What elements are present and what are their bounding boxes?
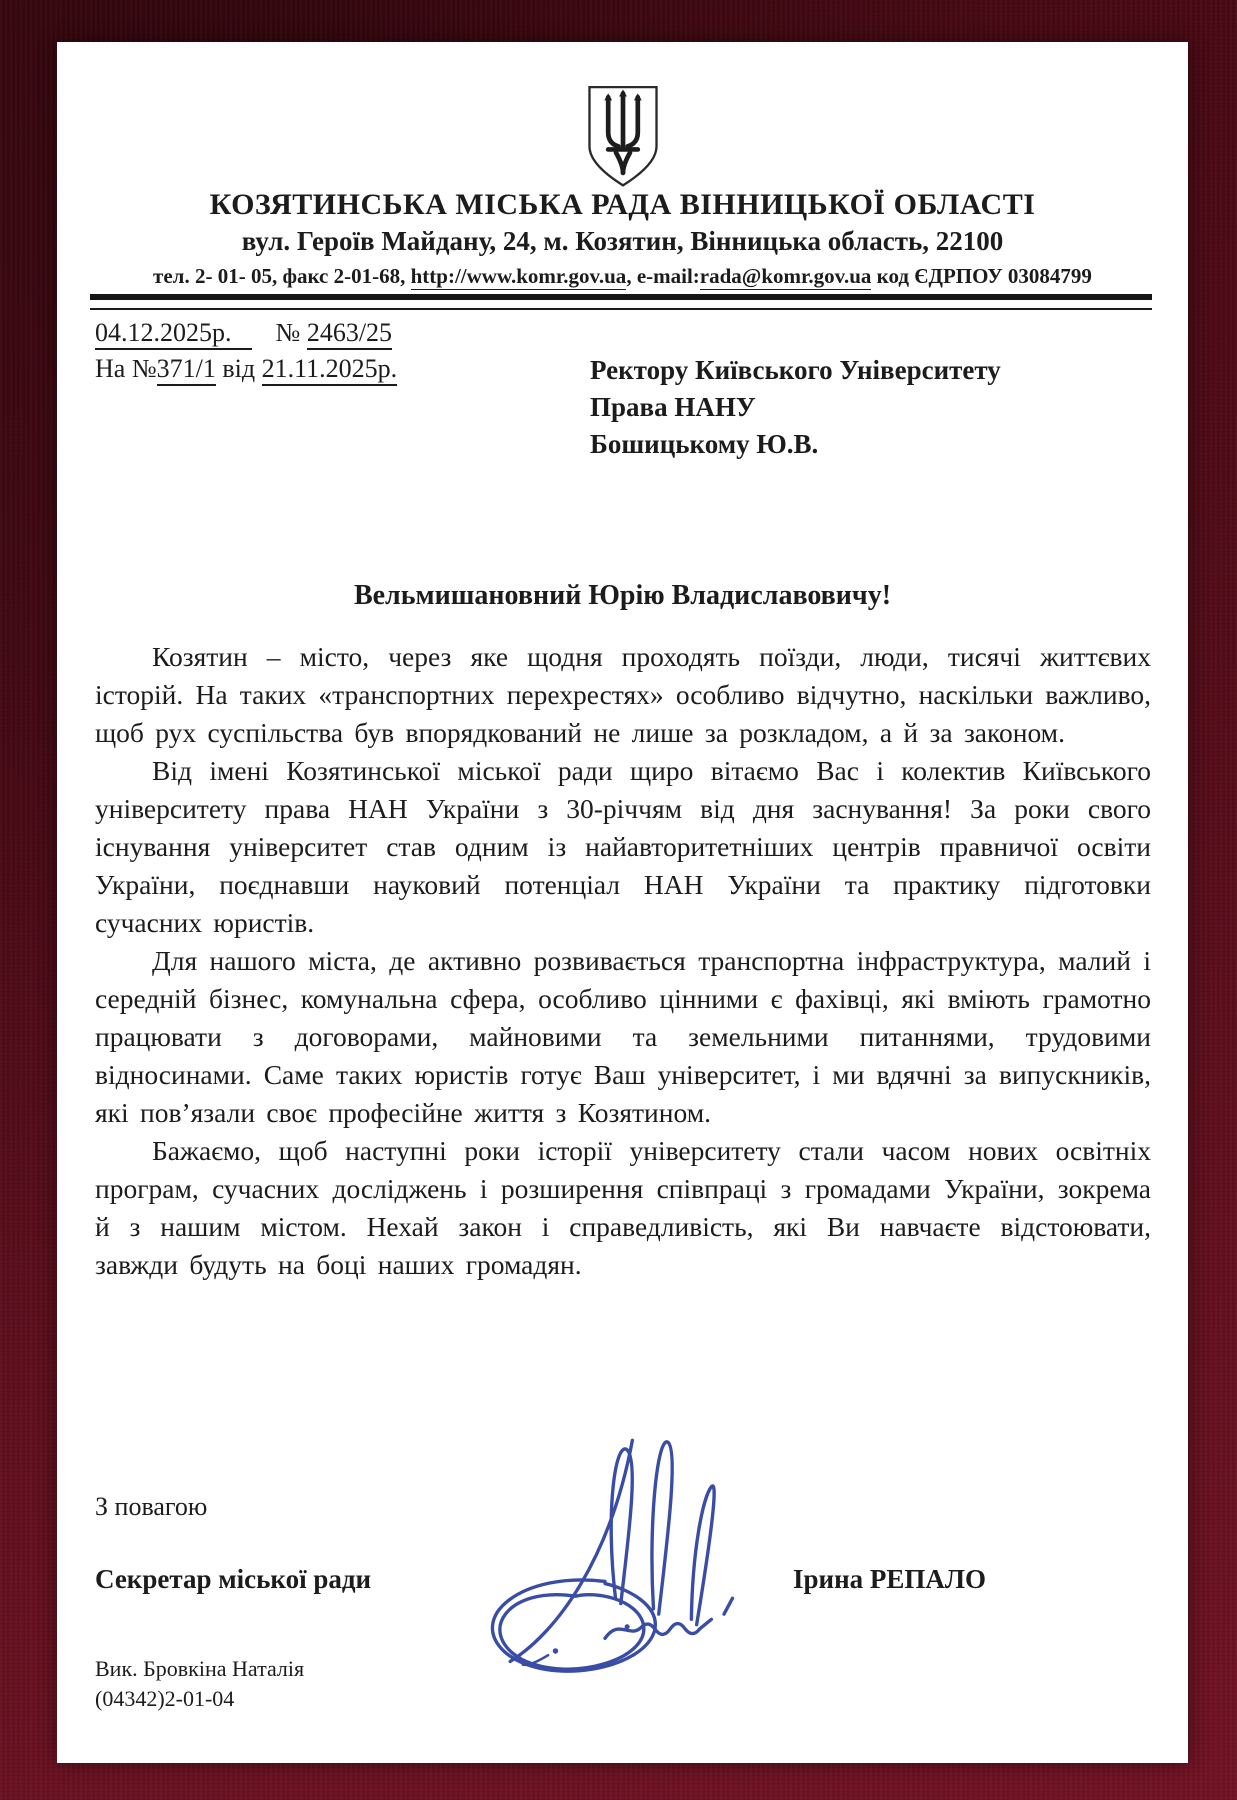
letter-body (95, 638, 1151, 1284)
executor-block (95, 1654, 304, 1714)
contact-phones: тел. 2- 01- 05, факс 2-01-68, (153, 264, 411, 288)
signer-name: Ірина РЕПАЛО (793, 1564, 987, 1594)
recipient-line-1: Ректору Київського Університету (590, 355, 1001, 385)
header-divider-thick (90, 294, 1152, 300)
paragraph-4: Бажаємо, щоб наступні роки історії університету стали часом нових освітніх програм, сучасних досліджень і розширення співпраці з громадами України, зокрема й з нашим містом. Нехай закон і справедливість, які Ви навчаєте відстоювати, завжди будуть на боці наших громадян. (95, 1135, 1151, 1280)
incoming-number: 371/1 (157, 354, 216, 386)
closing-phrase: З повагою (95, 1492, 208, 1521)
outgoing-number: 2463/25 (307, 318, 392, 350)
org-name: КОЗЯТИНСЬКА МІСЬКА РАДА ВІННИЦЬКОЇ ОБЛАСТІ (209, 188, 1036, 221)
executor-phone: (04342)2-01-04 (95, 1686, 235, 1711)
reply-mid: від (215, 354, 262, 383)
paragraph-3: Для нашого міста, де активно розвивається транспортна інфраструктура, малий і середній бізнес, комунальна сфера, особливо цінними є фахівці, які вміють грамотно працювати з договорами, майновими та земельними питаннями, трудовими відносинами. Саме таких юристів готує Ваш університет, і ми вдячні за випускників, які пов’язали своє професійне життя з Козятином. (95, 945, 1151, 1128)
org-contact-line (57, 264, 1188, 289)
org-email-link: rada@komr.gov.ua (699, 264, 872, 288)
signer-title: Секретар міської ради (95, 1564, 372, 1594)
paragraph-2: Від імені Козятинської міської ради щиро вітаємо Вас і колектив Київського університету права НАН України з 30-річчям від дня заснування! За роки свого існування університет став одним із найавторитетніших центрів правничої освіти України, поєднавши науковий потенціал НАН України та практику підготовки сучасних юристів. (95, 755, 1151, 938)
recipient-line-3: Бошицькому Ю.В. (590, 429, 819, 459)
org-edrpou-code: код ЄДРПОУ 03084799 (871, 264, 1092, 288)
recipient-block (590, 352, 1001, 463)
letter-page (57, 42, 1188, 1763)
incoming-ref-line (95, 354, 397, 384)
number-sign: № (275, 318, 307, 347)
header-divider-thin (90, 308, 1152, 310)
executor-name: Вик. Бровкіна Наталія (95, 1656, 305, 1681)
recipient-line-2: Права НАНУ (590, 392, 756, 422)
reply-prefix: На № (95, 354, 157, 383)
incoming-date: 21.11.2025р. (262, 354, 398, 386)
paragraph-1: Козятин – місто, через яке щодня проходять поїзди, люди, тисячі життєвих історій. На таких «транспортних перехрестях» особливо відчутно, наскільки важливо, щоб рух суспільства був впорядкований не лише за розкладом, а й за законом. (95, 641, 1151, 748)
org-website-link: http://www.komr.gov.ua (410, 264, 627, 288)
contact-email-label: , e-mail: (626, 264, 700, 288)
handwritten-signature (447, 1410, 763, 1696)
tryzub-emblem-icon (584, 84, 662, 190)
org-address: вул. Героїв Майдану, 24, м. Козятин, Вінницька область, 22100 (241, 226, 1004, 256)
outgoing-ref-line (95, 318, 392, 348)
salutation: Вельмишановний Юрію Владиславовичу! (353, 580, 892, 611)
outgoing-date: 04.12.2025р. (95, 318, 252, 350)
